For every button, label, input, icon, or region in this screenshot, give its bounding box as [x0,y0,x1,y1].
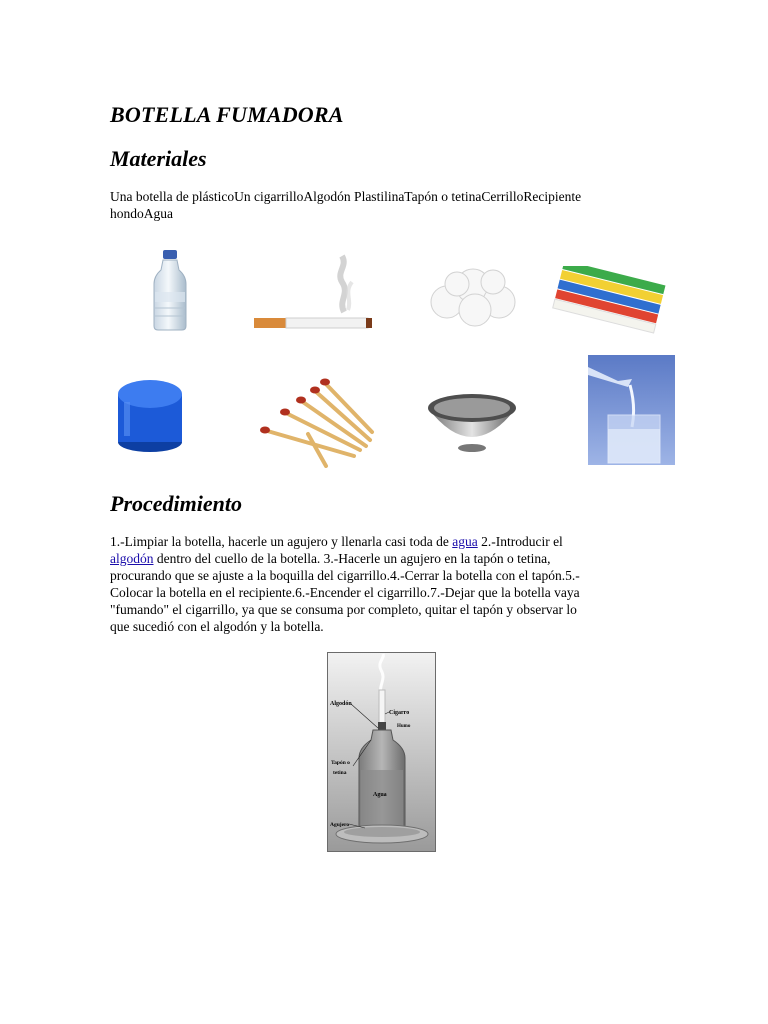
diagram-label-humo: Humo [397,724,411,729]
diagram-label-tapon-1: Tapón o [331,760,350,766]
diagram-label-agua: Agua [373,792,387,798]
procedure-text-1: 1.-Limpiar la botella, hacerle un agujero y llenarla casi toda de [110,534,453,549]
diagram-label-algodon: Algodón [330,701,352,707]
procedure-text-7: que sucedió con el algodón y la botella. [110,619,324,634]
materials-line-2: hondoAgua [110,206,173,221]
cotton-balls-image [425,264,523,328]
document-title: BOTELLA FUMADORA [110,102,344,127]
procedure-text-5: Colocar la botella en el recipiente.6.-Encender el cigarrillo.7.-Dejar que la botella vaya [110,585,580,600]
procedimiento-heading: Procedimiento [110,491,242,516]
procedure-text-2: 2.-Introducir el [477,534,563,549]
plasticine-sticks-image [548,266,668,336]
diagram-label-tapon-2: tetina [333,770,347,776]
procedure-text-4: procurando que se ajuste a la boquilla del cigarrillo.4.-Cerrar la botella con el tapón.5.- [110,568,580,583]
cigarette-image [252,252,376,332]
procedure-text-6: "fumando" el cigarrillo, ya que se consuma por completo, quitar el tapón y observar lo [110,602,577,617]
water-glass-image [588,355,675,465]
agua-link[interactable]: agua [452,534,478,549]
diagram-label-agujero: Agujero [330,822,350,828]
materiales-heading: Materiales [110,146,207,171]
procedure-paragraph [110,533,655,635]
materials-line-1: Una botella de plásticoUn cigarrilloAlgodón PlastilinaTapón o tetinaCerrilloRecipiente [110,189,582,204]
procedure-text-3: dentro del cuello de la botella. 3.-Hacerle un agujero en la tapón o tetina, [153,551,551,566]
matches-image [258,376,376,468]
setup-diagram [327,652,436,852]
algodon-link[interactable]: algodón [110,551,154,566]
blue-cap-image [114,372,186,456]
plastic-bottle-image [150,248,190,332]
materials-list [110,188,655,222]
steel-bowl-image [424,386,520,458]
diagram-label-cigarro: Cigarro [389,710,410,716]
